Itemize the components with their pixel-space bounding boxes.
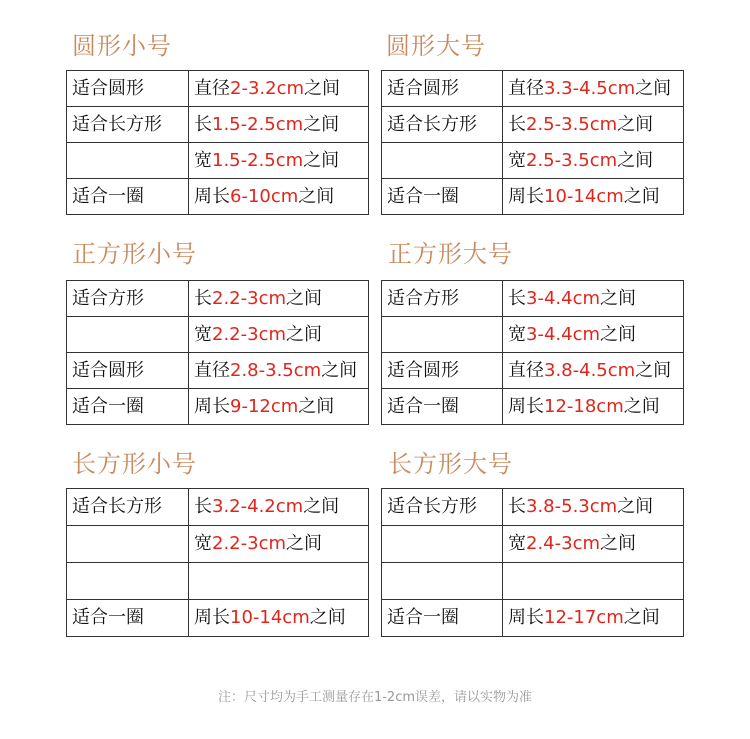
size-table: [66, 70, 369, 215]
row-label: 适合一圈: [382, 179, 503, 215]
row-label: [382, 317, 503, 353]
row-measure: [189, 281, 369, 317]
row-label: 适合一圈: [382, 389, 503, 425]
row-measure: [503, 389, 684, 425]
table-row: [67, 281, 369, 317]
measure-prefix: 周长: [508, 185, 544, 207]
measure-value: 2.4-3cm: [526, 533, 601, 554]
measure-value: 1.5-2.5cm: [212, 113, 304, 135]
measure-suffix: 之间: [286, 323, 323, 345]
row-label: [382, 563, 503, 600]
measure-value: 2-3.2cm: [230, 77, 305, 99]
measure-value: 10-14cm: [544, 185, 624, 207]
measure-value: 3.8-5.3cm: [526, 496, 618, 517]
table-row: [382, 143, 684, 179]
measure-prefix: 长: [508, 287, 526, 309]
row-measure: [189, 317, 369, 353]
table-row: [382, 107, 684, 143]
measure-suffix: 之间: [635, 77, 672, 99]
row-label: 适合圆形: [67, 71, 189, 107]
measure-suffix: 之间: [600, 287, 637, 309]
row-measure: [503, 281, 684, 317]
measure-suffix: 之间: [286, 533, 323, 554]
measure-value: 1.5-2.5cm: [212, 149, 304, 171]
table-row: [67, 563, 369, 600]
measure-prefix: 长: [508, 496, 526, 517]
row-measure: [189, 71, 369, 107]
row-measure: [503, 600, 684, 637]
table-row: [67, 317, 369, 353]
measure-suffix: 之间: [600, 323, 637, 345]
row-label: [67, 563, 189, 600]
row-measure: [189, 143, 369, 179]
row-label: 适合一圈: [382, 600, 503, 637]
measure-suffix: 之间: [623, 395, 660, 417]
measure-prefix: 宽: [508, 149, 526, 171]
measure-value: 9-12cm: [230, 395, 299, 417]
table-row: [382, 489, 684, 526]
row-measure: [189, 526, 369, 563]
row-measure: [503, 526, 684, 563]
table-row: [67, 179, 369, 215]
measure-suffix: 之间: [617, 496, 654, 517]
row-measure: [503, 107, 684, 143]
measure-value: 3.8-4.5cm: [544, 359, 636, 381]
size-table: [381, 70, 684, 215]
row-measure: [503, 317, 684, 353]
table-row: [382, 526, 684, 563]
table-row: [67, 143, 369, 179]
row-label: 适合一圈: [67, 600, 189, 637]
measure-value: 3-4.4cm: [526, 323, 601, 345]
section-title: 长方形小号: [72, 450, 197, 478]
section-title: 长方形大号: [388, 450, 513, 478]
measure-prefix: 周长: [508, 607, 544, 628]
row-measure: [503, 179, 684, 215]
measure-value: 2.2-3cm: [212, 287, 287, 309]
measure-value: 12-17cm: [544, 607, 624, 628]
measure-suffix: 之间: [303, 496, 340, 517]
size-table: [381, 280, 684, 425]
row-measure: [503, 353, 684, 389]
table-row: [382, 389, 684, 425]
row-label: 适合圆形: [382, 71, 503, 107]
row-label: 适合长方形: [67, 489, 189, 526]
measure-value: 2.5-3.5cm: [526, 113, 618, 135]
size-table: [381, 488, 684, 637]
measure-prefix: 宽: [194, 323, 212, 345]
row-measure: [189, 107, 369, 143]
row-label: [67, 143, 189, 179]
measure-suffix: 之间: [304, 77, 341, 99]
row-label: 适合方形: [382, 281, 503, 317]
table-row: [382, 600, 684, 637]
row-measure: [503, 563, 684, 600]
measure-value: 2.2-3cm: [212, 533, 287, 554]
measure-prefix: 宽: [194, 149, 212, 171]
row-label: 适合方形: [67, 281, 189, 317]
row-label: [67, 317, 189, 353]
measure-prefix: 周长: [194, 185, 230, 207]
table-row: [382, 353, 684, 389]
section-title: 正方形大号: [388, 240, 513, 268]
measure-prefix: 周长: [194, 395, 230, 417]
table-row: [67, 600, 369, 637]
table-row: [382, 317, 684, 353]
table-row: [67, 489, 369, 526]
row-label: 适合长方形: [382, 107, 503, 143]
table-row: [382, 281, 684, 317]
row-label: 适合一圈: [67, 389, 189, 425]
row-measure: [189, 179, 369, 215]
row-measure: [189, 600, 369, 637]
measure-value: 10-14cm: [230, 607, 310, 628]
measure-value: 2.2-3cm: [212, 323, 287, 345]
measure-prefix: 直径: [194, 359, 230, 381]
measure-suffix: 之间: [298, 185, 335, 207]
measure-prefix: 直径: [508, 77, 544, 99]
measure-suffix: 之间: [309, 607, 346, 628]
table-row: [67, 389, 369, 425]
measure-suffix: 之间: [600, 533, 637, 554]
measure-suffix: 之间: [286, 287, 323, 309]
measure-suffix: 之间: [635, 359, 672, 381]
measure-value: 6-10cm: [230, 185, 299, 207]
measure-suffix: 之间: [321, 359, 358, 381]
measure-prefix: 宽: [508, 323, 526, 345]
row-measure: [189, 389, 369, 425]
measure-value: 2.5-3.5cm: [526, 149, 618, 171]
measure-value: 12-18cm: [544, 395, 624, 417]
table-row: [67, 71, 369, 107]
row-measure: [189, 489, 369, 526]
row-label: 适合圆形: [382, 353, 503, 389]
row-label: [382, 526, 503, 563]
measure-value: 3.2-4.2cm: [212, 496, 304, 517]
table-row: [67, 107, 369, 143]
row-measure: [189, 563, 369, 600]
footnote: 注：尺寸均为手工测量存在1-2cm误差，请以实物为准: [217, 690, 533, 705]
measure-value: 3.3-4.5cm: [544, 77, 636, 99]
row-label: 适合长方形: [67, 107, 189, 143]
row-label: [67, 526, 189, 563]
measure-suffix: 之间: [617, 149, 654, 171]
row-label: [382, 143, 503, 179]
measure-suffix: 之间: [303, 149, 340, 171]
measure-suffix: 之间: [303, 113, 340, 135]
measure-prefix: 直径: [508, 359, 544, 381]
row-measure: [189, 353, 369, 389]
row-label: 适合长方形: [382, 489, 503, 526]
section-title: 圆形大号: [386, 32, 486, 60]
measure-prefix: 周长: [508, 395, 544, 417]
measure-prefix: 周长: [194, 607, 230, 628]
measure-prefix: 长: [194, 496, 212, 517]
measure-prefix: 宽: [194, 533, 212, 554]
measure-suffix: 之间: [298, 395, 335, 417]
table-row: [67, 353, 369, 389]
table-row: [67, 526, 369, 563]
row-label: 适合一圈: [67, 179, 189, 215]
measure-suffix: 之间: [623, 185, 660, 207]
size-table: [66, 488, 369, 637]
measure-prefix: 长: [194, 113, 212, 135]
measure-suffix: 之间: [617, 113, 654, 135]
measure-suffix: 之间: [623, 607, 660, 628]
row-measure: [503, 489, 684, 526]
section-title: 圆形小号: [72, 32, 172, 60]
row-measure: [503, 71, 684, 107]
section-title: 正方形小号: [72, 240, 197, 268]
measure-prefix: 长: [508, 113, 526, 135]
row-measure: [503, 143, 684, 179]
measure-value: 3-4.4cm: [526, 287, 601, 309]
row-label: 适合圆形: [67, 353, 189, 389]
size-table: [66, 280, 369, 425]
measure-prefix: 宽: [508, 533, 526, 554]
table-row: [382, 179, 684, 215]
measure-prefix: 长: [194, 287, 212, 309]
measure-prefix: 直径: [194, 77, 230, 99]
table-row: [382, 563, 684, 600]
measure-value: 2.8-3.5cm: [230, 359, 322, 381]
table-row: [382, 71, 684, 107]
